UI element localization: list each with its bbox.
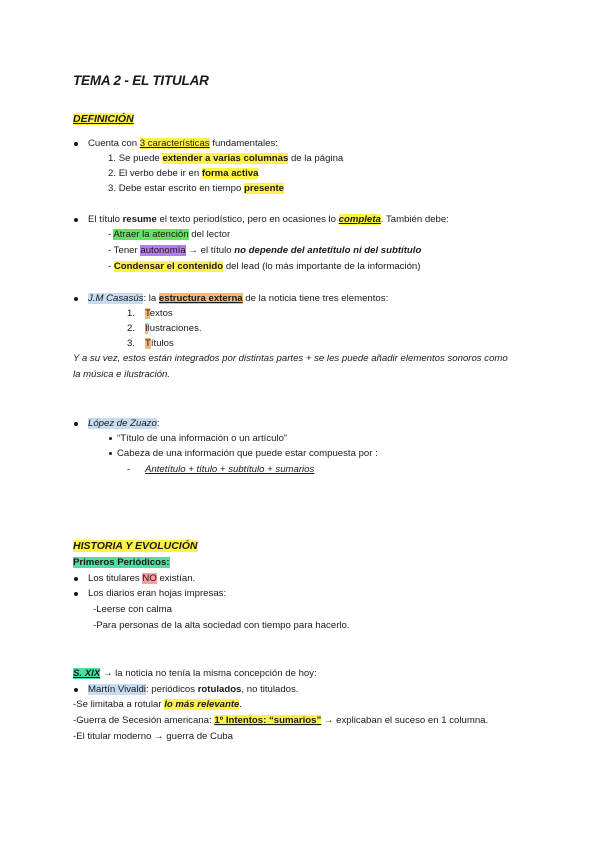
- characteristic-item-3: 3. Debe estar escrito en tiempo presente: [108, 183, 285, 194]
- zuazo-title-parts: Antetítulo + título + subtítulo + sumarios: [145, 464, 315, 475]
- bullet-icon: [74, 297, 78, 301]
- bullet-icon: [74, 688, 78, 692]
- historia-line-calma: -Leerse con calma: [93, 604, 172, 615]
- historia-line-cuba: -El titular moderno → guerra de Cuba: [73, 731, 233, 742]
- zuazo-definition-2: Cabeza de una información que puede estar compuesta por :: [117, 448, 378, 459]
- sub-bullet-icon: [109, 437, 112, 440]
- section-heading-definicion: DEFINICIÓN: [73, 113, 134, 125]
- definicion-bullet-1: Cuenta con 3 características fundamentales:: [88, 138, 278, 149]
- bullet-icon: [74, 577, 78, 581]
- section-heading-historia: HISTORIA Y EVOLUCIÓN: [73, 540, 198, 552]
- definicion-bullet-4: López de Zuazo:: [88, 418, 160, 429]
- historia-line-rotular: -Se limitaba a rotular lo más relevante.: [73, 699, 243, 710]
- martin-vivaldi-bullet: Martín Vivaldi: periódicos rotulados, no titulados.: [88, 684, 299, 695]
- structure-item-1: 1. Textos: [127, 308, 173, 319]
- definicion-bullet-3: J.M Casasús: la estructura externa de la noticia tiene tres elementos:: [88, 293, 389, 304]
- title-requirement-2: - Tener autonomía → el título no depende del antetítulo ni del subtítulo: [108, 245, 422, 256]
- sub-bullet-icon: [109, 452, 112, 455]
- structure-note-line-1: Y a su vez, estos están integrados por distintas partes + se les puede añadir elementos sonoros como: [73, 353, 508, 364]
- historia-bullet-2: Los diarios eran hojas impresas:: [88, 588, 227, 599]
- bullet-icon: [74, 142, 78, 146]
- bullet-icon: [74, 422, 78, 426]
- structure-item-3: 3. Títulos: [127, 338, 174, 349]
- bullet-icon: [74, 218, 78, 222]
- title-requirement-1: - Atraer la atención del lector: [108, 229, 231, 240]
- bullet-icon: [74, 592, 78, 596]
- subheading-primeros-periodicos: Primeros Periódicos:: [73, 557, 170, 568]
- characteristic-item-2: 2. El verbo debe ir en forma activa: [108, 168, 259, 179]
- definicion-bullet-2: El título resume el texto periodístico, pero en ocasiones lo completa. También debe:: [88, 214, 449, 225]
- historia-bullet-1: Los titulares NO existían.: [88, 573, 196, 584]
- structure-item-2: 2. Ilustraciones.: [127, 323, 202, 334]
- document-title: TEMA 2 - EL TITULAR: [73, 73, 209, 88]
- characteristic-item-1: 1. Se puede extender a varias columnas de la página: [108, 153, 344, 164]
- title-requirement-3: - Condensar el contenido del lead (lo más importante de la información): [108, 261, 421, 272]
- structure-note-line-2: la música e ilustración.: [73, 369, 171, 380]
- zuazo-dash: -: [127, 464, 131, 475]
- zuazo-definition-1: “Título de una información o un artículo”: [117, 433, 288, 444]
- sxix-line: S. XIX → la noticia no tenía la misma concepción de hoy:: [73, 668, 317, 679]
- historia-line-alta-sociedad: -Para personas de la alta sociedad con tiempo para hacerlo.: [93, 620, 350, 631]
- historia-line-secesion: -Guerra de Secesión americana: 1º Intentos: “sumarios” → explicaban el suceso en 1 columna.: [73, 715, 489, 726]
